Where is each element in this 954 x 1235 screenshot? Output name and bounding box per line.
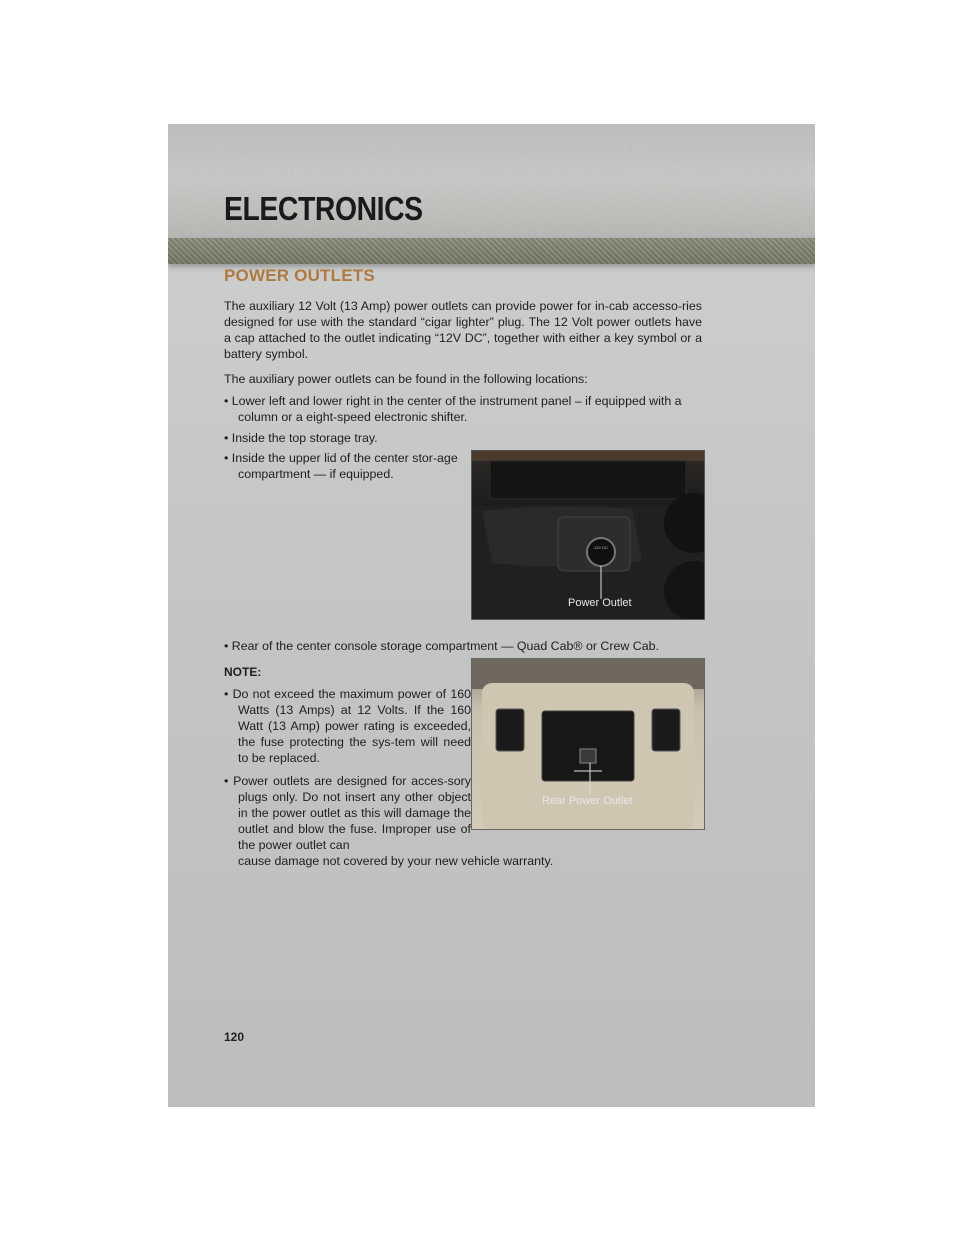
note-item-continued: cause damage not covered by your new vehicle warranty.: [238, 854, 554, 868]
page-number: 120: [224, 1030, 245, 1044]
locations-paragraph: The auxiliary power outlets can be found in the following locations:: [224, 372, 588, 386]
chapter-header: [168, 124, 815, 238]
list-item: • Rear of the center console storage compartment — Quad Cab® or Crew Cab.: [224, 639, 659, 653]
header-band: [168, 238, 815, 264]
list-item: • Lower left and lower right in the center of the instrument panel – if equipped with a column or a eight-speed electronic shifter.: [224, 394, 682, 424]
note-item: • Do not exceed the maximum power of 160 Watts (13 Amps) at 12 Volts. If the 160 Watt (13 Amp) power rating is exceeded, the fuse protecting the sys-tem will need to be replaced.: [224, 687, 471, 765]
list-item: • Inside the top storage tray.: [224, 431, 378, 445]
power-outlet-caption: Power Outlet: [568, 597, 632, 609]
note-item: • Power outlets are designed for acces-sory plugs only. Do not insert any other object in the power outlet as this will damage the outlet and blow the fuse. Improper use of the power outlet can: [224, 774, 471, 852]
note-label: NOTE:: [224, 665, 262, 679]
rear-power-outlet-caption: Rear Power Outlet: [542, 795, 633, 807]
section-title: POWER OUTLETS: [224, 266, 375, 285]
manual-page: [168, 124, 815, 1107]
outlet-cap-text: 12V DC: [593, 545, 609, 550]
power-outlet-illustration: [472, 451, 704, 619]
power-outlet-photo: [471, 450, 705, 620]
intro-paragraph: The auxiliary 12 Volt (13 Amp) power outlets can provide power for in-cab accesso-ries designed for use with the standard “cigar lighter” plug. The 12 Volt power outlets have a cap attached to the outlet indicating “12V DC”, together with either a key symbol or a battery symbol.: [224, 299, 702, 361]
list-item: • Inside the upper lid of the center stor-age compartment — if equipped.: [224, 451, 458, 481]
chapter-title: ELECTRONICS: [224, 190, 423, 227]
rear-power-outlet-photo: [471, 658, 705, 830]
